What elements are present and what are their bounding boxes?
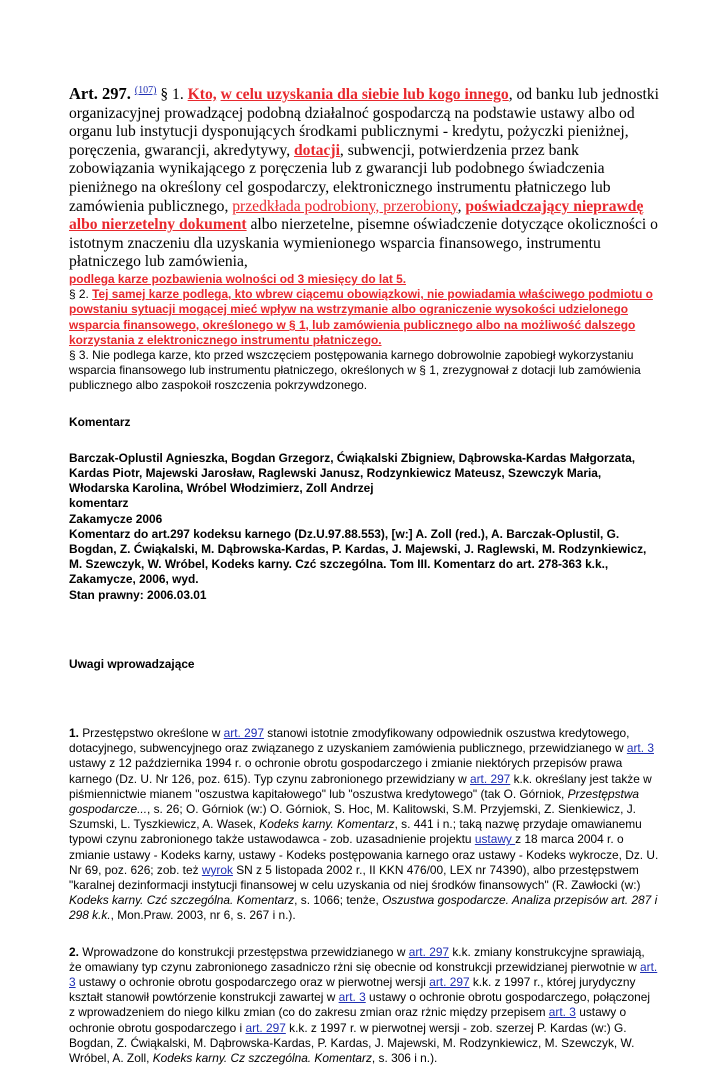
amended-text: w celu uzyskania dla siebie lub kogo innego	[220, 86, 509, 103]
article-title: Art. 297.	[69, 84, 131, 103]
italic-title: Kodeks karny. Cz szczególna. Komentarz	[152, 1051, 372, 1066]
paragraph-text: Przestępstwo określone w	[78, 726, 224, 740]
article-297-section-1	[69, 85, 659, 272]
art-3-link[interactable]: art. 3	[626, 741, 654, 756]
paragraph-text: , Mon.Praw. 2003, nr 6, s. 267 i n.).	[110, 908, 296, 923]
komentarz-heading: Komentarz	[69, 414, 131, 429]
italic-title: Kodeks karny. Czć szczególna. Komentarz	[69, 893, 295, 908]
art-297-link[interactable]: art. 297	[223, 726, 264, 740]
paragraph-text: stanowi istotnie zmodyfikowany odpowiednik oszustwa kredytowego, dotacyjnego, subwencyjnego oraz związanego z uzyskaniem zamówienia publicznego, przewidzianego w	[69, 726, 630, 756]
paragraph-text: ustawy o ochronie obrotu gospodarczego, połączonej z wprowadzeniem do niego kilku zmian (co do zakresu zmian oraz rżnic między przepisem	[69, 990, 650, 1020]
paragraph-text: , s. 1066; tenże,	[294, 893, 383, 908]
paragraph-text: k.k. z 1997 r., której jurydyczny kształt stanowił powtórzenie konstrukcji zawartej w	[69, 975, 636, 1005]
paragraph-text: , s. 26; O. Górniok (w:) O. Górniok, S. Hoc, M. Kalitowski, S.M. Przyjemski, Z. Sienkiewicz, J. Szumski, L. Tyszkiewicz, A. Wasek,	[69, 802, 636, 832]
italic-title: Oszustwa gospodarcze. Analiza przepisów art. 287 i 298 k.k.	[69, 893, 658, 923]
paragraph-text: k.k. zmiany konstrukcyjne sprawiają, że omawiany typ czynu zabronionego zasadniczo rżni się obecnie od konstrukcji przewidzianej pierwotnie w	[69, 944, 645, 974]
paragraph-text: k.k. określany jest także w piśmiennictwie mianem "oszustwa kapitałowego" lub "oszustwa kredytowego" (tak O. Górniok,	[69, 771, 652, 801]
art-297-link[interactable]: art. 297	[469, 771, 511, 786]
paragraph-text: Wprowadzone do konstrukcji przestępstwa przewidzianego w	[78, 944, 409, 959]
article-text: , od banku lub jednostki organizacyjnej prowadzącej podobną działalnoć gospodarczą na podstawie ustawy albo od organu lub instytucji dysponujących środkami publicznymi - kredytu, pożyczki pieniżnej, poręczenia, gwarancji, akredytywy,	[69, 86, 659, 159]
amended-text: przedkłada podrobiony, przerobiony	[232, 197, 458, 215]
wyrok-link[interactable]: wyrok	[201, 862, 233, 877]
article-297-section-3: § 3. Nie podlega karze, kto przed wszczęciem postępowania karnego dobrowolnie zapobiegł wykorzystaniu wsparcia finansowego lub instrumentu płatniczego, określonych w § 1, zrezygnował z dotacji lub zamówienia publicznego albo zaspokoił roszczenia pokrzywdzonego.	[69, 347, 641, 393]
amended-text: poświadczający nieprawdę albo nierzetelny dokument	[69, 197, 644, 234]
footnote-link[interactable]: (107)	[134, 84, 157, 96]
amended-text: Kto,	[187, 86, 217, 103]
ustawy-link[interactable]: ustawy	[474, 832, 516, 847]
komentarz-status: Stan prawny: 2006.03.01	[69, 587, 207, 602]
amended-text: Tej samej karze podlega, kto wbrew ciącemu obowiązkowi, nie powiadamia właściwego podmiotu o powstaniu sytuacji mogącej mieć wpływ na wstrzymanie albo ograniczenie wysokości udzielonego wsparcia finansowego, określonego w § 1, lub zamówienia publicznego albo na możliwość dalszego korzystania z elektronicznego instrumentu płatniczego.	[69, 287, 653, 347]
paragraph-text: , s. 441 i n.; taką nazwę przydaje omawianemu typowi czynu zabronionego także ustawodawca - zob. uzasadnienie projektu	[69, 817, 642, 847]
art-3-link[interactable]: art. 3	[69, 959, 658, 990]
paragraph-text: ustawy o ochronie obrotu gospodarczego oraz w pierwotnej wersji	[75, 975, 430, 990]
amended-text: dotacji	[294, 141, 340, 159]
art-3-link[interactable]: art. 3	[338, 990, 366, 1005]
art-297-link[interactable]: art. 297	[429, 975, 470, 990]
paragraph-number: 1.	[69, 726, 79, 740]
komentarz-publisher: Zakamycze 2006	[69, 511, 163, 526]
italic-title: Przestępstwa gospodarcze...	[69, 786, 640, 817]
paragraph-text: ustawy z 12 października 1994 r. o ochronie obrotu gospodarczego i zmianie niektórych przepisów prawa karnego (Dz. U. Nr 126, poz. 615). Typ czynu zabronionego przewidziany w	[69, 756, 623, 786]
section-1-prefix: § 1.	[160, 86, 184, 103]
italic-title: Kodeks karny. Komentarz	[259, 817, 395, 832]
art-297-link[interactable]: art. 297	[408, 944, 450, 959]
paragraph-text: SN z 5 listopada 2002 r., II KKN 476/00, LEX nr 74390), albo przestępstwem "karalnej dezinformacji instytucji finansowej w celu uzyskania od niej środków finansowych" (R. Zawłocki (w:)	[69, 862, 641, 893]
art-297-link[interactable]: art. 297	[245, 1020, 286, 1035]
uwagi-paragraph-2	[69, 945, 659, 1066]
article-text: , subwencji, potwierdzenia przez bank zobowiązania wynikającego z poręczenia lub z gwarancji lub podobnego świadczenia pieniżnego na określony cel gospodarczy, elektronicznego instrumentu płatniczego lub zamówienia publicznego,	[69, 141, 611, 215]
paragraph-text: ustawy o ochronie obrotu gospodarczego i	[69, 1005, 627, 1035]
section-2-prefix: § 2.	[69, 287, 93, 302]
amended-text: podlega karze pozbawienia wolności od 3 miesięcy do lat 5.	[69, 271, 406, 286]
paragraph-text: k.k. z 1997 r. w pierwotnej wersji - zob. szerzej P. Kardas (w:) G. Bogdan, Z. Ćwiąkalski, M. Dąbrowska-Kardas, P. Kardas, J. Majewski, M. Rodzynkiewicz, M. Szewczyk, W. Wróbel, A. Zoll,	[69, 1020, 635, 1066]
paragraph-text: , s. 306 i n.).	[371, 1051, 438, 1066]
uwagi-heading: Uwagi wprowadzające	[69, 656, 195, 671]
article-text: albo nierzetelne, pisemne oświadczenie dotyczące okoliczności o istotnym znaczeniu dla uzyskania wymienionego wsparcia finansowego, instrumentu płatniczego lub zamówienia,	[69, 216, 658, 271]
art-3-link[interactable]: art. 3	[548, 1005, 576, 1020]
section-1-penalty	[69, 272, 659, 287]
komentarz-authors: Barczak-Oplustil Agnieszka, Bogdan Grzegorz, Ćwiąkalski Zbigniew, Dąbrowska-Kardas Małgorzata, Kardas Piotr, Majewski Jarosław, Raglewski Janusz, Rodzynkiewicz Mateusz, Szewczyk Maria, Włodarska Karolina, Wróbel Włodzimierz, Zoll Andrzej	[69, 450, 636, 496]
komentarz-citation: Komentarz do art.297 kodeksu karnego (Dz.U.97.88.553), [w:] A. Zoll (red.), A. Barczak-Oplustil, G. Bogdan, Z. Ćwiąkalski, M. Dąbrowska-Kardas, P. Kardas, J. Majewski, J. Raglewski, M. Rodzynkiewicz, M. Szewczyk, W. Wróbel, Kodeks karny. Czć szczególna. Tom III. Komentarz do art. 278-363 k.k., Zakamycze, 2006, wyd.	[69, 526, 647, 587]
article-text: ,	[457, 197, 466, 215]
komentarz-type: komentarz	[69, 496, 129, 511]
article-297-section-2	[69, 287, 659, 348]
document-page	[69, 85, 659, 1066]
uwagi-paragraph-1	[69, 726, 659, 924]
paragraph-number: 2.	[69, 944, 79, 959]
paragraph-text: z 18 marca 2004 r. o zmianie ustawy - Kodeks karny, ustawy - Kodeks postępowania karnego oraz ustawy - Kodeks wykrocze, Dz. U. Nr 69, poz. 626; zob. też	[69, 832, 659, 877]
